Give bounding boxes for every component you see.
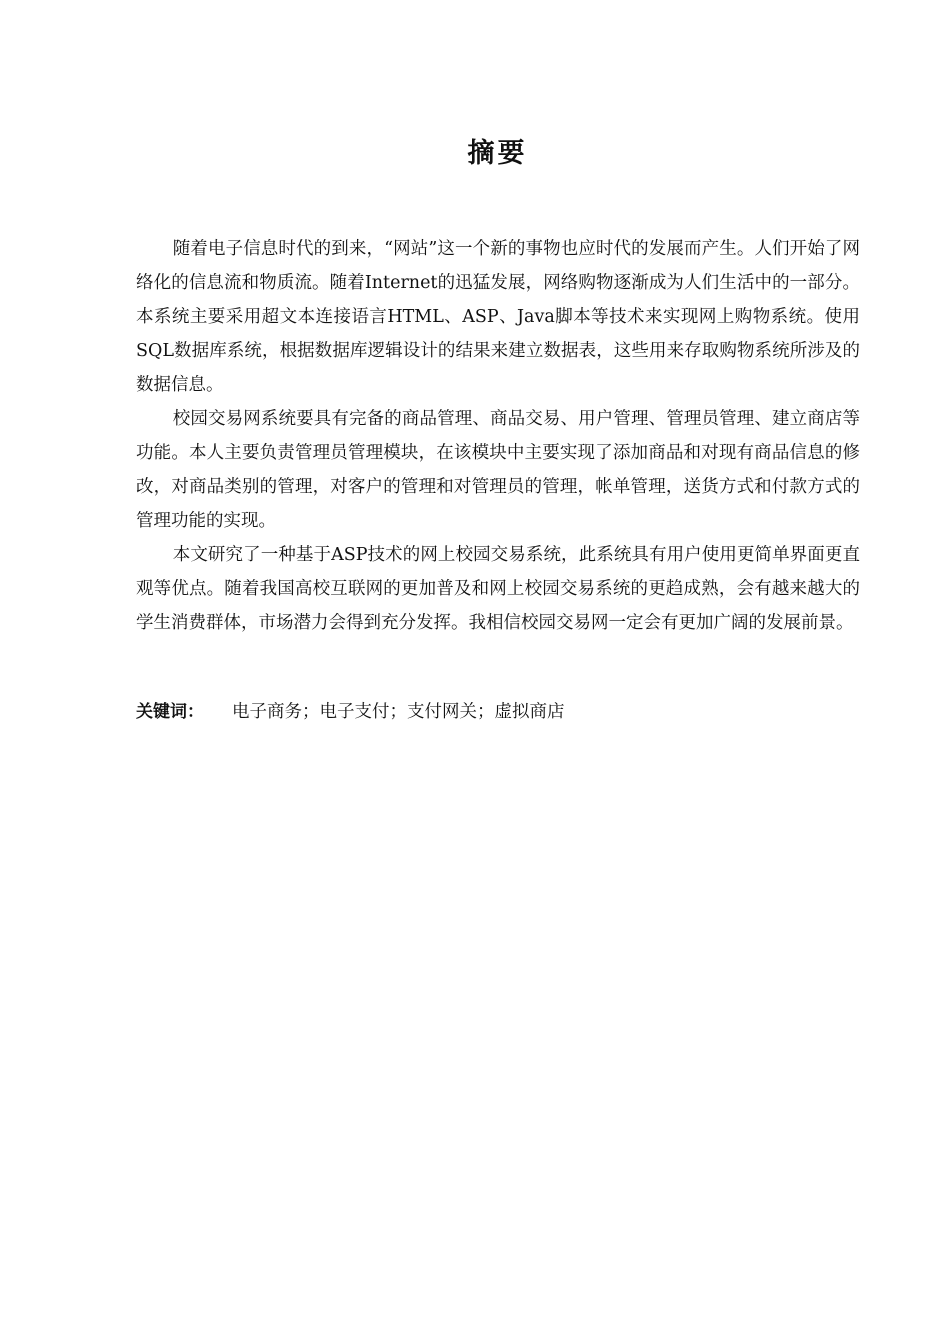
keywords-line bbox=[136, 697, 860, 727]
abstract-paragraph-1: 随着电子信息时代的到来，“网站”这一个新的事物也应时代的发展而产生。人们开始了网络化的信息流和物质流。随着Internet的迅猛发展，网络购物逐渐成为人们生活中的一部分。本系统主要采用超文本连接语言HTML、ASP、Java脚本等技术来实现网上购物系统。使用SQL数据库系统，根据数据库逻辑设计的结果来建立数据表，这些用来存取购物系统所涉及的数据信息。 bbox=[136, 239, 860, 395]
abstract-title: 摘要 bbox=[467, 138, 528, 169]
keywords-list: 电子商务；电子支付；支付网关；虚拟商店 bbox=[232, 702, 565, 722]
abstract-paragraph-2: 校园交易网系统要具有完备的商品管理、商品交易、用户管理、管理员管理、建立商店等功能。本人主要负责管理员管理模块，在该模块中主要实现了添加商品和对现有商品信息的修改，对商品类别的管理，对客户的管理和对管理员的管理，帐单管理，送货方式和付款方式的管理功能的实现。 bbox=[136, 409, 860, 531]
keywords-label: 关键词： bbox=[136, 702, 204, 722]
abstract-paragraph-3: 本文研究了一种基于ASP技术的网上校园交易系统，此系统具有用户使用更简单界面更直观等优点。随着我国高校互联网的更加普及和网上校园交易系统的更趋成熟，会有越来越大的学生消费群体，市场潜力会得到充分发挥。我相信校园交易网一定会有更加广阔的发展前景。 bbox=[136, 545, 860, 633]
abstract-body bbox=[136, 232, 860, 640]
